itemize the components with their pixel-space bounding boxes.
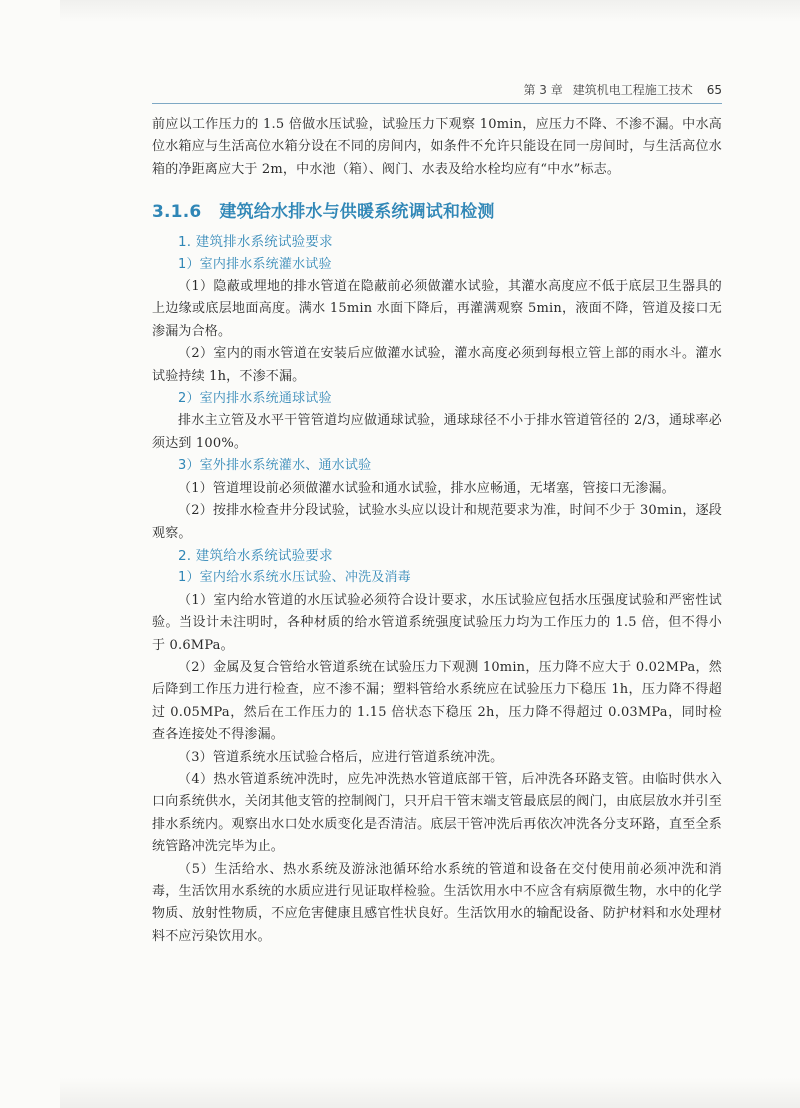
running-header <box>152 80 722 104</box>
section-number: 3.1.6 <box>152 202 202 223</box>
section-heading <box>152 201 722 223</box>
paragraph: （1）室内给水管道的水压试验必须符合设计要求，水压试验应包括水压强度试验和严密性试验。当设计未注明时，各种材质的给水管道系统强度试验压力均为工作压力的 1.5 倍，但不得小于 0.6MPa。 <box>152 592 722 653</box>
header-rule <box>152 103 722 104</box>
part1-sub1-heading: 1）室内排水系统灌水试验 <box>178 256 332 272</box>
paragraph: （3）管道系统水压试验合格后，应进行管道系统冲洗。 <box>178 749 504 765</box>
paragraph: （5）生活给水、热水系统及游泳池循环给水系统的管道和设备在交付使用前必须冲洗和消毒，生活饮用水系统的水质应进行见证取样检验。生活饮用水中不应含有病原微生物，水中的化学物质、放射性物质，不应危害健康且感官性状良好。生活饮用水的输配设备、防护材料和水处理材料不应污染饮用水。 <box>152 861 722 944</box>
paragraph: 排水主立管及水平干管管道均应做通球试验，通球球径不小于排水管道管径的 2/3，通球率必须达到 100%。 <box>152 413 722 451</box>
chapter-title: 建筑机电工程施工技术 <box>572 83 693 97</box>
page-number: 65 <box>706 83 722 97</box>
paragraph: （1）管道埋设前必须做灌水试验和通水试验，排水应畅通，无堵塞，管接口无渗漏。 <box>178 480 675 496</box>
paragraph: （1）隐蔽或埋地的排水管道在隐蔽前必须做灌水试验，其灌水高度应不低于底层卫生器具的上边缘或底层地面高度。满水 15min 水面下降后，再灌满观察 5min，液面不降，管道及接口无渗漏为合格。 <box>152 279 722 339</box>
part1-sub2-heading: 2）室内排水系统通球试验 <box>178 391 332 407</box>
part2-sub1-heading: 1）室内给水系统水压试验、冲洗及消毒 <box>178 570 411 586</box>
page-top-shadow <box>60 0 800 22</box>
paragraph: （4）热水管道系统冲洗时，应先冲洗热水管道底部干管，后冲洗各环路支管。由临时供水入口向系统供水，关闭其他支管的控制阀门，只开启干管末端支管最底层的阀门，由底层放水并引至排水系统内。观察出水口处水质变化是否清洁。底层干管冲洗后再依次冲洗各分支环路，直至全系统管路冲洗完毕为止。 <box>152 771 722 855</box>
opening-paragraph: 前应以工作压力的 1.5 倍做水压试验，试验压力下观察 10min，应压力不降、不渗不漏。中水高位水箱应与生活高位水箱分设在不同的房间内，如条件不允许只能设在同一房间时，与生活高位水箱的净距离应大于 2m，中水池（箱）、阀门、水表及给水栓均应有“中水”标志。 <box>152 117 722 177</box>
chapter-label: 第 3 章 <box>523 83 563 97</box>
page-body <box>152 114 722 948</box>
paragraph: （2）室内的雨水管道在安装后应做灌水试验，灌水高度必须到每根立管上部的雨水斗。灌水试验持续 1h，不渗不漏。 <box>152 346 722 384</box>
part1-heading: 1. 建筑排水系统试验要求 <box>178 234 333 251</box>
part1-sub3-heading: 3）室外排水系统灌水、通水试验 <box>178 458 372 474</box>
page-bottom-shadow <box>60 1078 800 1108</box>
paragraph: （2）按排水检查井分段试验，试验水头应以设计和规范要求为准，时间不少于 30min，逐段观察。 <box>152 503 722 541</box>
section-title: 建筑给水排水与供暖系统调试和检测 <box>219 202 495 223</box>
paragraph: （2）金属及复合管给水管道系统在试验压力下观测 10min，压力降不应大于 0.02MPa，然后降到工作压力进行检查，应不渗不漏；塑料管给水系统应在试验压力下稳压 1h，压力降不得超过 0.05MPa，然后在工作压力的 1.15 倍状态下稳压 2h，压力降不得超过 0.03MPa，同时检查各连接处不得渗漏。 <box>152 659 722 743</box>
part2-heading: 2. 建筑给水系统试验要求 <box>178 547 333 564</box>
